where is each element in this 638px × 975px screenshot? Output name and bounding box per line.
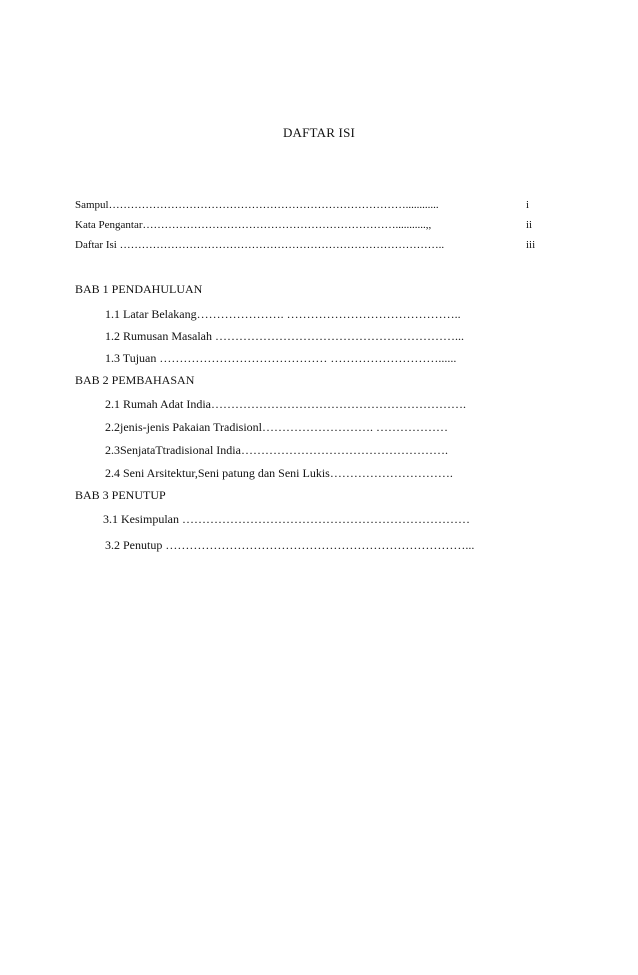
toc-entry-3-2: 3.2 Penutup …………………………………………………………………... — [105, 538, 475, 552]
toc-page-number: ii — [526, 219, 533, 231]
toc-entry-3-1: 3.1 Kesimpulan ……………………………………………………………… — [103, 512, 470, 526]
toc-entry-1-1: 1.1 Latar Belakang…………………. …………………………………….. — [105, 307, 461, 321]
toc-page-number: iii — [526, 239, 536, 251]
toc-entry-2-4: 2.4 Seni Arsitektur,Seni patung dan Seni Lukis…………………………. — [105, 466, 453, 480]
toc-entry-sampul: Sampul………………………………………………………………………............ — [75, 199, 439, 211]
toc-entry-2-1: 2.1 Rumah Adat India………………………………………………………. — [105, 397, 466, 411]
toc-entry-1-3: 1.3 Tujuan …………………………………… ………………………...... — [105, 351, 457, 365]
toc-entry-daftar-isi: Daftar Isi …………………………………………………………………………….. — [75, 239, 445, 251]
chapter-heading-bab-1: BAB 1 PENDAHULUAN — [75, 282, 203, 296]
toc-entry-2-2: 2.2jenis-jenis Pakaian Tradisionl………………………. ……………… — [105, 420, 448, 434]
toc-entry-kata-pengantar: Kata Pengantar……………………………………………………………...........,, — [75, 219, 432, 231]
chapter-heading-bab-2: BAB 2 PEMBAHASAN — [75, 373, 195, 387]
toc-page-number: i — [526, 199, 530, 211]
chapter-heading-bab-3: BAB 3 PENUTUP — [75, 488, 166, 502]
document-title: DAFTAR ISI — [282, 125, 356, 140]
toc-entry-2-3: 2.3SenjataTtradisional India……………………………………………. — [105, 443, 448, 457]
toc-entry-1-2: 1.2 Rumusan Masalah ……………………………………………………... — [105, 329, 464, 343]
